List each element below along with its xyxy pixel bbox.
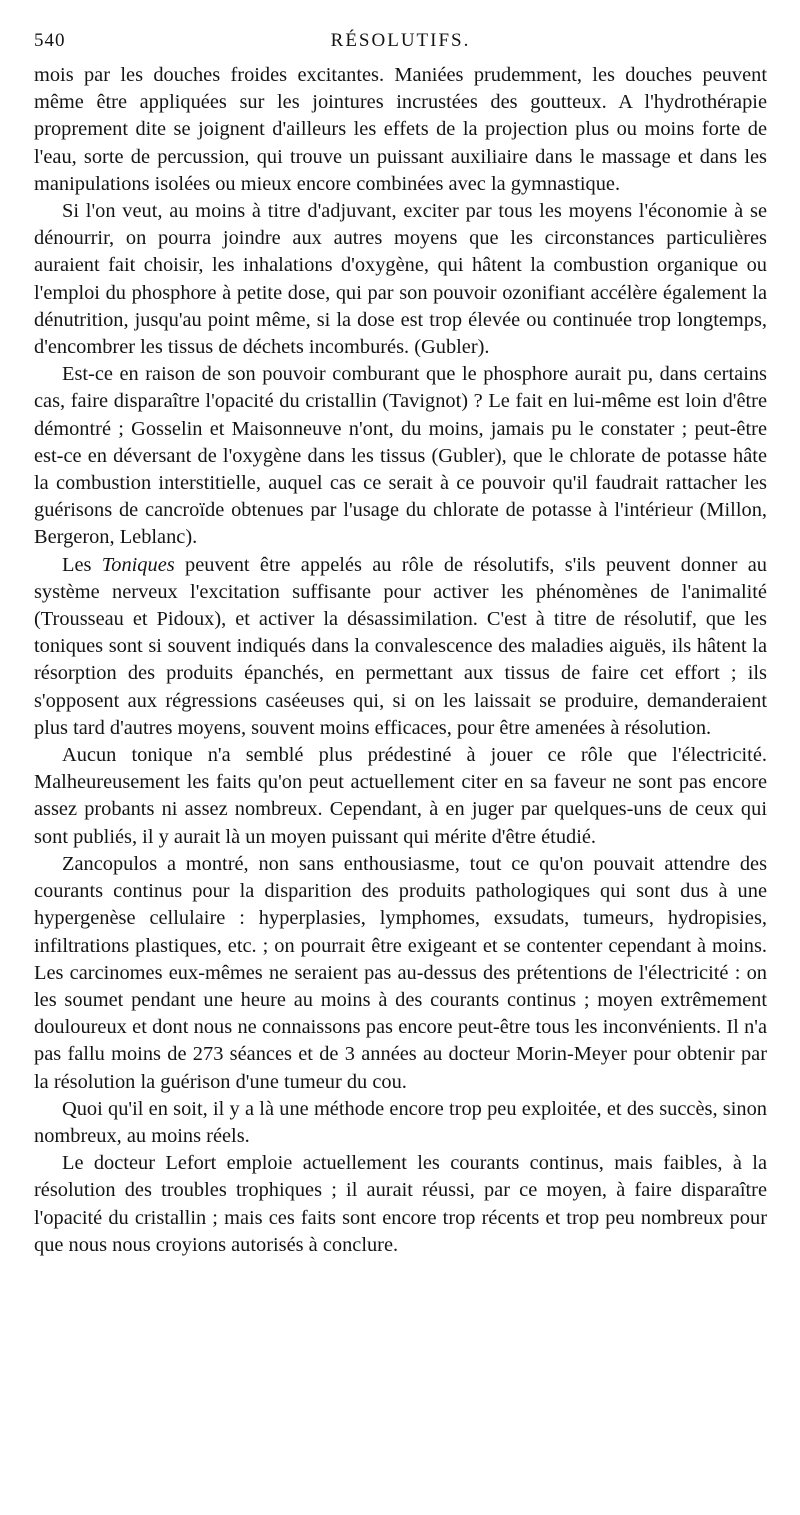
paragraph-oxygen-phosphorus: Si l'on veut, au moins à titre d'adjuvant, exciter par tous les moyens l'économie à se dénourrir, on pourra joindre aux autres moyens que les circonstances particulières auraient fait choisir, les inhalations d'oxygène, qui hâtent la combustion organique ou l'emploi du phosphore à petite dose, qui par son pouvoir ozonifiant accélère également la dénutrition, jusqu'au point même, si la dose est trop élevée ou continuée trop longtemps, d'encombrer les tissus de déchets incomburés. (Gubler). <box>34 200 767 359</box>
paragraph-toniques-start: Les <box>62 553 102 576</box>
paragraph-toniques <box>34 552 767 742</box>
paragraph-methode: Quoi qu'il en soit, il y a là une méthode encore trop peu exploitée, et des succès, sinon nombreux, au moins réels. <box>34 1097 767 1147</box>
paragraph-zancopulos: Zancopulos a montré, non sans enthousiasme, tout ce qu'on pouvait attendre des courants continus pour la disparition des produits pathologiques qui sont dus à une hypergenèse cellulaire : hyperplasies, lymphomes, exsudats, tumeurs, hydropisies, infiltrations plastiques, etc. ; on pourrait être exigeant et se contenter cependant à moins. Les carcinomes eux-mêmes ne seraient pas au-dessus des prétentions de l'électricité : on les soumet pendant une heure au moins à des courants continus ; moyen extrêmement douloureux et dont nous ne connaissons pas encore peut-être tous les inconvénients. Il n'a pas fallu moins de 273 séances et de 3 années au docteur Morin-Meyer pour obtenir par la résolution la guérison d'une tumeur du cou. <box>34 852 767 1093</box>
body-text <box>34 62 767 1259</box>
running-head <box>34 28 767 58</box>
paragraph-cristallin: Est-ce en raison de son pouvoir comburant que le phosphore aurait pu, dans certains cas, faire disparaître l'opacité du cristallin (Tavignot) ? Le fait en lui-même est loin d'être démontré ; Gosselin et Maisonneuve n'ont, du moins, jamais pu le constater ; peut-être est-ce en déversant de l'oxygène dans les tissus (Gubler), que le chlorate de potasse hâte la combustion interstitielle, auquel cas ce serait à ce pouvoir qu'il faudrait rattacher les guérisons de cancroïde obtenues par l'usage du chlorate de potasse à l'intérieur (Millon, Bergeron, Leblanc). <box>34 363 767 549</box>
toniques-emphasis: Toniques <box>101 553 175 576</box>
paragraph-electricite: Aucun tonique n'a semblé plus prédestiné à jouer ce rôle que l'électricité. Malheureusement les faits qu'on peut actuellement citer en sa faveur ne sont pas encore assez probants ni assez nombreux. Cependant, à en juger par quelques-uns de ceux qui sont publiés, il y aurait là un moyen puissant qui mérite d'être étudié. <box>34 744 767 848</box>
paragraph-continued: mois par les douches froides excitantes. Maniées prudemment, les douches peuvent même être appliquées sur les jointures incrustées des goutteux. A l'hydrothérapie proprement dite se joignent d'ailleurs les effets de la projection plus ou moins forte de l'eau, sorte de percussion, qui trouve un puissant auxiliaire dans le massage et dans les manipulations isolées ou mieux encore combinées avec la gymnastique. <box>34 64 767 195</box>
running-title: RÉSOLUTIFS. <box>330 30 471 51</box>
book-page <box>34 28 767 1259</box>
page-number: 540 <box>34 30 66 51</box>
paragraph-lefort: Le docteur Lefort emploie actuellement les courants continus, mais faibles, à la résolution des troubles trophiques ; il aurait réussi, par ce moyen, à faire disparaître l'opacité du cristallin ; mais ces faits sont encore trop récents et trop peu nombreux pour que nous nous croyions autorisés à conclure. <box>34 1152 767 1256</box>
paragraph-toniques-rest: peuvent être appelés au rôle de résolutifs, s'ils peuvent donner au système nerveux l'excitation suffisante pour activer les phénomènes de l'animalité (Trousseau et Pidoux), et activer la désassimilation. C'est à titre de résolutif, que les toniques sont si souvent indiqués dans la convalescence des maladies aiguës, ils hâtent la résorption des produits épanchés, en permettant aux tissus de faire cet effort ; ils s'opposent aux régressions caséeuses qui, si on les laissait se produire, demanderaient plus tard d'autres moyens, souvent moins efficaces, pour être amenées à résolution. <box>34 553 767 739</box>
